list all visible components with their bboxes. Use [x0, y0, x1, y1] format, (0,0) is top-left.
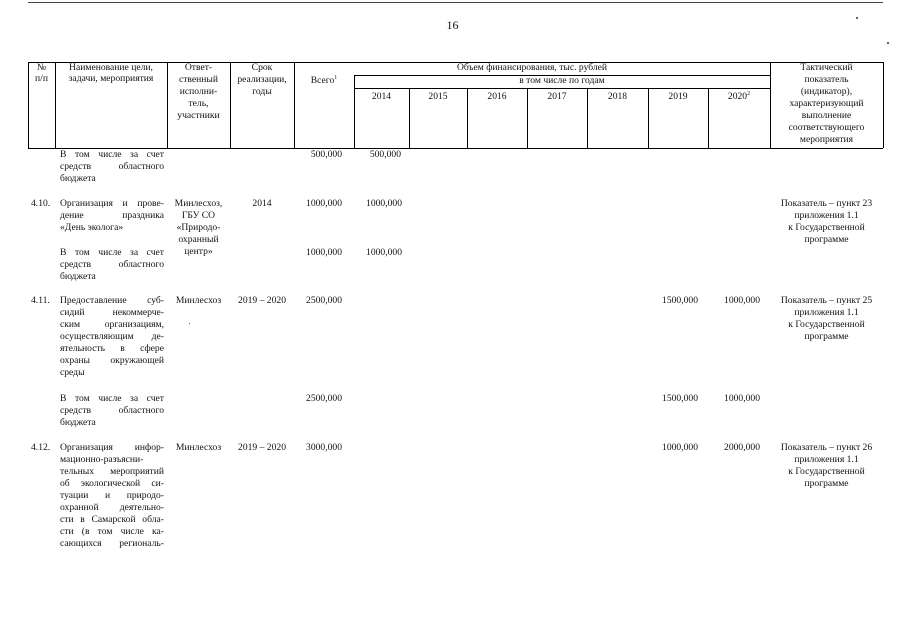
page-number: 16 — [446, 18, 459, 32]
header-indicator-line: мероприятия — [799, 134, 854, 145]
row-indicator-line: Показатель – пункт 25 — [780, 295, 873, 306]
header-year: 2020$^2$ — [727, 90, 751, 102]
row-name-line: тельных мероприятий — [60, 466, 164, 477]
scan-speck — [887, 42, 889, 44]
header-resp-line: ственный — [178, 74, 219, 85]
header-year: 2016 — [487, 91, 507, 102]
row-indicator-line: программе — [804, 478, 849, 489]
cell-total: 2500,000 — [306, 393, 342, 404]
cell-total: 3000,000 — [306, 442, 342, 453]
header-name-line: Наименование цели, — [69, 62, 153, 73]
cell-total: 2500,000 — [306, 295, 342, 306]
header-year: 2017 — [547, 91, 567, 102]
header-resp-line: Ответ- — [184, 62, 213, 73]
row-subtext-line: средств областного — [60, 259, 164, 270]
row-name-line: ским организациям, — [60, 319, 164, 330]
row-indicator-line: приложения 1.1 — [794, 307, 859, 318]
header-num: № — [36, 62, 47, 73]
cell-2020: 2000,000 — [724, 442, 760, 453]
row-name-line: сидий некоммерче- — [60, 307, 164, 318]
row-name-line: дение праздника — [60, 210, 164, 221]
row-subtext-line: В том числе за счет — [60, 149, 164, 160]
row-resp: Минлесхоз — [175, 295, 222, 306]
row-name-line: охранной деятельно- — [60, 502, 164, 513]
header-num-sub: п/п — [35, 73, 48, 84]
header-total: Всего$^1$ — [310, 74, 338, 86]
row-name-line: Предоставление суб- — [60, 295, 164, 306]
row-indicator-line: программе — [804, 331, 849, 342]
header-name-line: задачи, мероприятия — [68, 73, 154, 84]
header-funding: Объем финансирования, тыс. рублей — [456, 62, 608, 73]
header-year: 2014 — [371, 91, 392, 102]
row-name-line: охраны окружающей — [60, 355, 164, 366]
header-indicator-line: выполнение — [801, 110, 852, 121]
row-name-line: сти в Самарской обла- — [60, 514, 164, 525]
row-name-line: об экологической си- — [60, 478, 164, 489]
row-subtext-line: В том числе за счет — [60, 393, 164, 404]
header-term-line: годы — [252, 86, 272, 97]
row-name-line: ятельность в сфере — [60, 343, 164, 354]
row-name-line: мационно-разъясни- — [60, 454, 144, 465]
cell-total: 500,000 — [310, 149, 342, 160]
row-name-line: туации и природо- — [60, 490, 164, 501]
row-resp-line: центр» — [184, 246, 213, 257]
row-subtext-line: бюджета — [60, 417, 96, 428]
header-term-line: Срок — [251, 62, 273, 73]
row-subtext-line: средств областного — [60, 161, 164, 172]
row-subtext-line: бюджета — [60, 271, 96, 282]
header-resp-line: исполни- — [179, 86, 218, 97]
row-resp-line: ГБУ СО — [181, 210, 216, 221]
scan-speck — [856, 17, 858, 19]
cell-total: 1000,000 — [306, 247, 342, 258]
row-indicator-line: приложения 1.1 — [794, 454, 859, 465]
cell-2014: 1000,000 — [366, 198, 402, 209]
row-name-line: Организация инфор- — [60, 442, 164, 453]
row-term: 2019 – 2020 — [238, 442, 286, 453]
cell-2019: 1500,000 — [662, 295, 698, 306]
header-indicator-line: характеризующий — [789, 98, 864, 109]
row-indicator-line: к Государственной — [788, 466, 865, 477]
header-term-line: реализации, — [237, 74, 287, 85]
header-indicator-line: показатель — [804, 74, 849, 85]
row-name-line: Организация и прове- — [60, 198, 164, 209]
row-name-line: среды — [60, 367, 85, 378]
row-number: 4.10. — [31, 198, 51, 209]
row-number: 4.12. — [31, 442, 51, 453]
cell-2014: 500,000 — [369, 149, 401, 160]
row-subtext-line: бюджета — [60, 173, 96, 184]
row-subtext-line: средств областного — [60, 405, 164, 416]
row-name-line: «День эколога» — [60, 222, 124, 233]
header-year: 2019 — [668, 91, 688, 102]
row-term: 2014 — [252, 198, 272, 209]
cell-total: 1000,000 — [306, 198, 342, 209]
row-resp-line: «Природо- — [176, 222, 221, 233]
row-indicator-line: Показатель – пункт 23 — [780, 198, 873, 209]
row-term: 2019 – 2020 — [238, 295, 286, 306]
top-rule — [28, 2, 883, 3]
header-indicator-line: Тактический — [800, 62, 853, 73]
header-indicator-line: соответствующего — [788, 122, 865, 133]
row-resp: Минлесхоз — [175, 442, 222, 453]
row-indicator-line: Показатель – пункт 26 — [780, 442, 873, 453]
cell-2020: 1000,000 — [724, 393, 760, 404]
scan-speck — [189, 323, 190, 324]
header-resp-line: тель, — [188, 98, 209, 109]
row-indicator-line: приложения 1.1 — [794, 210, 859, 221]
cell-2019: 1000,000 — [662, 442, 698, 453]
row-number: 4.11. — [31, 295, 50, 306]
header-indicator-line: (индикатор), — [800, 86, 853, 97]
header-year: 2015 — [428, 91, 448, 102]
row-indicator-line: программе — [804, 234, 849, 245]
cell-2014: 1000,000 — [366, 247, 402, 258]
row-indicator-line: к Государственной — [788, 222, 865, 233]
cell-2019: 1500,000 — [662, 393, 698, 404]
header-year: 2018 — [607, 91, 628, 102]
header-resp-line: участники — [177, 110, 220, 121]
row-resp-line: охранный — [178, 234, 219, 245]
header-by-years: в том числе по годам — [519, 75, 605, 86]
row-name-line: сающихся региональ- — [60, 538, 164, 549]
row-indicator-line: к Государственной — [788, 319, 865, 330]
row-subtext-line: В том числе за счет — [60, 247, 164, 258]
row-name-line: сти (в том числе ка- — [60, 526, 164, 537]
row-name-line: осуществляющим де- — [60, 331, 164, 342]
cell-2020: 1000,000 — [724, 295, 760, 306]
row-resp-line: Минлесхоз, — [174, 198, 223, 209]
